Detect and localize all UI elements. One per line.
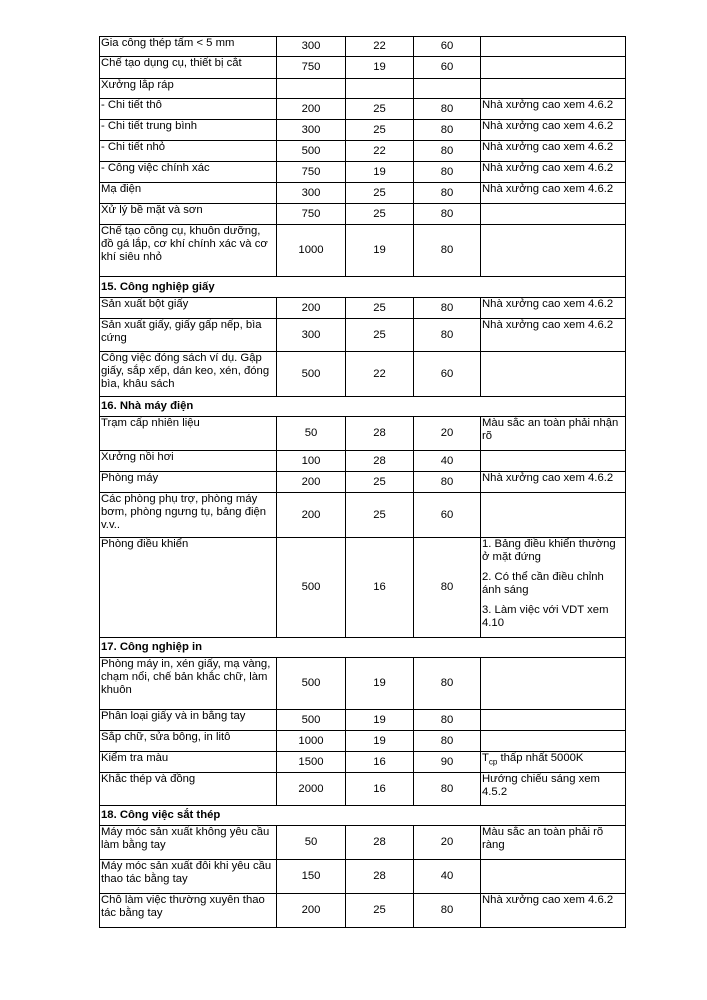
note-cell — [481, 352, 626, 397]
note-cell: Nhà xưởng cao xem 4.6.2 — [481, 894, 626, 928]
note-cell — [481, 493, 626, 538]
note-subscript: cp — [488, 757, 498, 767]
note-text: thấp nhất 5000K — [497, 752, 584, 764]
glare-cell: 19 — [346, 658, 414, 710]
color-rendering-cell: 80 — [414, 225, 481, 277]
activity-cell: Máy móc sản xuất không yêu cầu làm bằng tay — [100, 826, 277, 860]
color-rendering-cell: 80 — [414, 894, 481, 928]
note-cell — [481, 860, 626, 894]
activity-cell: Mạ điện — [100, 183, 277, 204]
illuminance-cell: 2000 — [277, 773, 346, 806]
activity-cell: - Công việc chính xác — [100, 162, 277, 183]
table-row — [100, 225, 626, 277]
table-row — [100, 472, 626, 493]
glare-cell — [346, 79, 414, 99]
table-row — [100, 298, 626, 319]
note-cell: Nhà xưởng cao xem 4.6.2 — [481, 162, 626, 183]
note-cell — [481, 731, 626, 752]
table-row — [100, 752, 626, 773]
note-cell: Màu sắc an toàn phải nhận rõ — [481, 417, 626, 451]
illuminance-cell: 200 — [277, 472, 346, 493]
illuminance-cell: 300 — [277, 120, 346, 141]
illuminance-cell: 100 — [277, 451, 346, 472]
note-cell: Nhà xưởng cao xem 4.6.2 — [481, 120, 626, 141]
table-row — [100, 731, 626, 752]
color-rendering-cell: 60 — [414, 493, 481, 538]
color-rendering-cell: 90 — [414, 752, 481, 773]
color-rendering-cell: 20 — [414, 826, 481, 860]
activity-cell: Khắc thép và đồng — [100, 773, 277, 806]
note-line: 1. Bảng điều khiển thường ở mặt đứng — [482, 538, 616, 563]
note-line: 3. Làm việc với VDT xem 4.10 — [482, 604, 609, 629]
activity-cell: Các phòng phụ trợ, phòng máy bơm, phòng ngưng tụ, bảng điện v.v.. — [100, 493, 277, 538]
note-cell — [481, 204, 626, 225]
glare-cell: 19 — [346, 162, 414, 183]
illuminance-cell: 1000 — [277, 225, 346, 277]
glare-cell: 16 — [346, 752, 414, 773]
table-row — [100, 417, 626, 451]
color-rendering-cell: 80 — [414, 710, 481, 731]
illuminance-cell: 200 — [277, 894, 346, 928]
table-row — [100, 826, 626, 860]
activity-cell: Chỗ làm việc thường xuyên thao tác bằng tay — [100, 894, 277, 928]
activity-cell: Phòng máy — [100, 472, 277, 493]
color-rendering-cell: 80 — [414, 319, 481, 352]
table-row — [100, 710, 626, 731]
note-cell: Nhà xưởng cao xem 4.6.2 — [481, 319, 626, 352]
note-cell — [481, 710, 626, 731]
section-title: 15. Công nghiệp giấy — [100, 277, 626, 298]
section-header-row — [100, 806, 626, 826]
illuminance-cell: 150 — [277, 860, 346, 894]
table-row — [100, 773, 626, 806]
activity-cell: Máy móc sản xuất đôi khi yêu cầu thao tác bằng tay — [100, 860, 277, 894]
note-cell: Hướng chiếu sáng xem 4.5.2 — [481, 773, 626, 806]
section-title: 16. Nhà máy điện — [100, 397, 626, 417]
note-cell: Màu sắc an toàn phải rõ ràng — [481, 826, 626, 860]
illuminance-cell: 50 — [277, 417, 346, 451]
illuminance-cell: 500 — [277, 658, 346, 710]
color-rendering-cell: 80 — [414, 183, 481, 204]
activity-cell: Xưởng lắp ráp — [100, 79, 277, 99]
illuminance-cell: 1500 — [277, 752, 346, 773]
note-line: 2. Có thể cần điều chỉnh ánh sáng — [482, 571, 604, 596]
note-cell: Nhà xưởng cao xem 4.6.2 — [481, 183, 626, 204]
illuminance-cell: 500 — [277, 352, 346, 397]
table-row — [100, 183, 626, 204]
note-cell: Nhà xưởng cao xem 4.6.2 — [481, 298, 626, 319]
color-rendering-cell: 80 — [414, 120, 481, 141]
table-row — [100, 319, 626, 352]
glare-cell: 22 — [346, 141, 414, 162]
table-row — [100, 493, 626, 538]
color-rendering-cell: 80 — [414, 731, 481, 752]
glare-cell: 28 — [346, 860, 414, 894]
activity-cell: Phòng máy in, xén giấy, mạ vàng, chạm nổi, chế bản khắc chữ, làm khuôn — [100, 658, 277, 710]
glare-cell: 25 — [346, 99, 414, 120]
table-row — [100, 162, 626, 183]
table-row — [100, 451, 626, 472]
note-cell — [481, 37, 626, 57]
activity-cell: Chế tạo công cụ, khuôn dưỡng, đồ gá lắp, cơ khí chính xác và cơ khí siêu nhỏ — [100, 225, 277, 277]
illuminance-cell: 1000 — [277, 731, 346, 752]
color-rendering-cell: 20 — [414, 417, 481, 451]
color-rendering-cell: 40 — [414, 860, 481, 894]
activity-cell: Kiểm tra màu — [100, 752, 277, 773]
glare-cell: 19 — [346, 710, 414, 731]
glare-cell: 16 — [346, 773, 414, 806]
illuminance-cell: 300 — [277, 183, 346, 204]
note-cell — [481, 658, 626, 710]
color-rendering-cell: 80 — [414, 99, 481, 120]
activity-cell: Trạm cấp nhiên liệu — [100, 417, 277, 451]
table-row — [100, 658, 626, 710]
glare-cell: 28 — [346, 826, 414, 860]
activity-cell: Sản xuất bột giấy — [100, 298, 277, 319]
glare-cell: 19 — [346, 225, 414, 277]
note-cell: Nhà xưởng cao xem 4.6.2 — [481, 99, 626, 120]
table-row — [100, 204, 626, 225]
section-header-row — [100, 638, 626, 658]
activity-cell: Sản xuất giấy, giấy gấp nếp, bìa cứng — [100, 319, 277, 352]
glare-cell: 25 — [346, 120, 414, 141]
color-rendering-cell: 80 — [414, 204, 481, 225]
glare-cell: 25 — [346, 472, 414, 493]
color-rendering-cell — [414, 79, 481, 99]
activity-cell: Phòng điều khiển — [100, 538, 277, 638]
color-rendering-cell: 80 — [414, 298, 481, 319]
table-row — [100, 99, 626, 120]
activity-cell: Phân loại giấy và in bằng tay — [100, 710, 277, 731]
illuminance-cell: 50 — [277, 826, 346, 860]
activity-cell: Xử lý bề mặt và sơn — [100, 204, 277, 225]
note-cell — [481, 57, 626, 79]
activity-cell: Xưởng nồi hơi — [100, 451, 277, 472]
glare-cell: 28 — [346, 451, 414, 472]
lighting-requirements-table — [99, 36, 626, 928]
color-rendering-cell: 80 — [414, 162, 481, 183]
illuminance-cell: 200 — [277, 99, 346, 120]
color-rendering-cell: 60 — [414, 352, 481, 397]
activity-cell: Sắp chữ, sửa bông, in litô — [100, 731, 277, 752]
table-row — [100, 120, 626, 141]
illuminance-cell: 200 — [277, 493, 346, 538]
activity-cell: - Chi tiết trung bình — [100, 120, 277, 141]
color-rendering-cell: 80 — [414, 658, 481, 710]
glare-cell: 25 — [346, 204, 414, 225]
glare-cell: 25 — [346, 894, 414, 928]
glare-cell: 25 — [346, 298, 414, 319]
glare-cell: 25 — [346, 183, 414, 204]
illuminance-cell: 750 — [277, 162, 346, 183]
activity-cell: - Chi tiết nhỏ — [100, 141, 277, 162]
table-row — [100, 860, 626, 894]
illuminance-cell: 750 — [277, 57, 346, 79]
note-cell: Nhà xưởng cao xem 4.6.2 — [481, 472, 626, 493]
note-text: T — [482, 752, 489, 764]
note-cell — [481, 79, 626, 99]
glare-cell: 19 — [346, 57, 414, 79]
illuminance-cell: 200 — [277, 298, 346, 319]
section-title: 17. Công nghiệp in — [100, 638, 626, 658]
glare-cell: 22 — [346, 37, 414, 57]
color-rendering-cell: 80 — [414, 472, 481, 493]
glare-cell: 25 — [346, 493, 414, 538]
section-header-row — [100, 397, 626, 417]
color-rendering-cell: 60 — [414, 57, 481, 79]
color-rendering-cell: 80 — [414, 141, 481, 162]
activity-cell: - Chi tiết thô — [100, 99, 277, 120]
color-rendering-cell: 60 — [414, 37, 481, 57]
glare-cell: 19 — [346, 731, 414, 752]
illuminance-cell: 500 — [277, 710, 346, 731]
activity-cell: Gia công thép tấm < 5 mm — [100, 37, 277, 57]
activity-cell: Chế tạo dụng cụ, thiết bị cắt — [100, 57, 277, 79]
illuminance-cell — [277, 79, 346, 99]
color-rendering-cell: 80 — [414, 773, 481, 806]
table-row — [100, 141, 626, 162]
illuminance-cell: 500 — [277, 538, 346, 638]
illuminance-cell: 750 — [277, 204, 346, 225]
note-cell: Nhà xưởng cao xem 4.6.2 — [481, 141, 626, 162]
note-cell — [481, 752, 626, 773]
glare-cell: 25 — [346, 319, 414, 352]
table-row — [100, 894, 626, 928]
section-title: 18. Công việc sắt thép — [100, 806, 626, 826]
table-row — [100, 352, 626, 397]
table-row — [100, 79, 626, 99]
illuminance-cell: 500 — [277, 141, 346, 162]
table-row — [100, 57, 626, 79]
note-cell — [481, 451, 626, 472]
glare-cell: 28 — [346, 417, 414, 451]
illuminance-cell: 300 — [277, 319, 346, 352]
note-cell — [481, 538, 626, 638]
glare-cell: 16 — [346, 538, 414, 638]
glare-cell: 22 — [346, 352, 414, 397]
note-cell — [481, 225, 626, 277]
table-row — [100, 37, 626, 57]
color-rendering-cell: 40 — [414, 451, 481, 472]
activity-cell: Công việc đóng sách ví dụ. Gập giấy, sắp xếp, dán keo, xén, đóng bìa, khâu sách — [100, 352, 277, 397]
table-row — [100, 538, 626, 638]
section-header-row — [100, 277, 626, 298]
color-rendering-cell: 80 — [414, 538, 481, 638]
illuminance-cell: 300 — [277, 37, 346, 57]
